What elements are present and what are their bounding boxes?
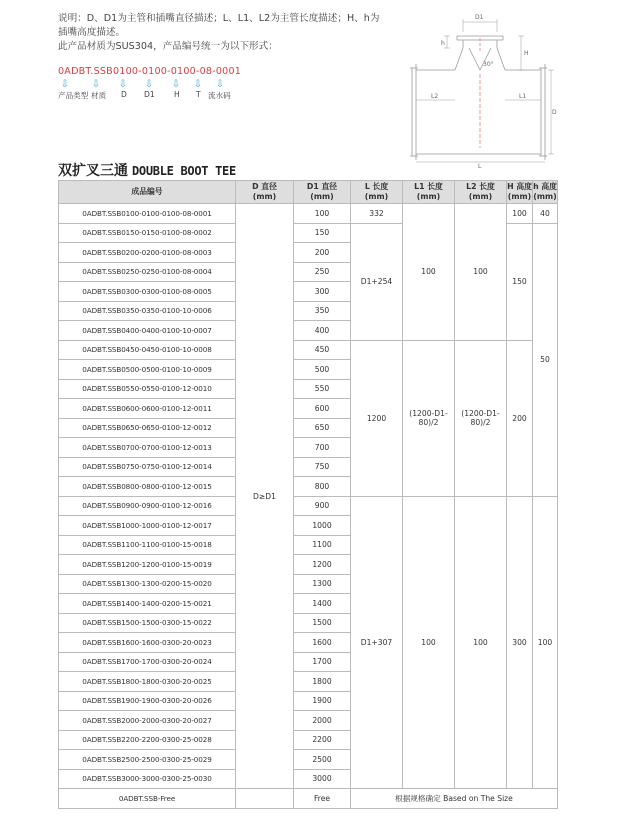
header-l2: L2 长度 (mm) bbox=[455, 181, 507, 204]
product-code: 0ADBT.SSB0500-0500-0100-10-0009 bbox=[59, 360, 236, 380]
h-height: 150 bbox=[507, 223, 533, 340]
table-row bbox=[59, 496, 558, 516]
l2-length: 100 bbox=[455, 496, 507, 789]
product-code: 0ADBT.SSB0400-0400-0100-10-0007 bbox=[59, 321, 236, 341]
arrow-down-icon: ⇩ bbox=[60, 79, 70, 90]
d1-diameter: 1600 bbox=[294, 633, 351, 653]
free-size-note: 根据规格确定 Based on The Size bbox=[351, 789, 558, 809]
product-code: 0ADBT.SSB0250-0250-0100-08-0004 bbox=[59, 262, 236, 282]
spec-table bbox=[58, 180, 558, 809]
d1-diameter: 1300 bbox=[294, 574, 351, 594]
h-height: 100 bbox=[507, 204, 533, 224]
code-label: 材质 bbox=[91, 91, 107, 100]
product-code: 0ADBT.SSB1000-1000-0100-12-0017 bbox=[59, 516, 236, 536]
header-d: D 直径 (mm) bbox=[236, 181, 294, 204]
h-height: 300 bbox=[507, 496, 533, 789]
d1-diameter: 150 bbox=[294, 223, 351, 243]
d1-diameter: 350 bbox=[294, 301, 351, 321]
product-code: 0ADBT.SSB-Free bbox=[59, 789, 236, 809]
description-note bbox=[58, 12, 388, 54]
d1-diameter: 100 bbox=[294, 204, 351, 224]
product-code: 0ADBT.SSB0750-0750-0100-12-0014 bbox=[59, 457, 236, 477]
h-small-height: 100 bbox=[533, 496, 558, 789]
header-l: L 长度 (mm) bbox=[351, 181, 403, 204]
d1-diameter: 1200 bbox=[294, 555, 351, 575]
l1-length: 100 bbox=[403, 496, 455, 789]
h-small-height: 40 bbox=[533, 204, 558, 224]
dim-l1-label: L1 bbox=[519, 93, 527, 100]
d1-diameter: 1800 bbox=[294, 672, 351, 692]
table-row bbox=[59, 204, 558, 224]
d1-diameter: 800 bbox=[294, 477, 351, 497]
product-code: 0ADBT.SSB0450-0450-0100-10-0008 bbox=[59, 340, 236, 360]
d1-diameter: 1000 bbox=[294, 516, 351, 536]
product-code: 0ADBT.SSB0350-0350-0100-10-0006 bbox=[59, 301, 236, 321]
dim-h-label: H bbox=[524, 50, 529, 57]
arrow-down-icon: ⇩ bbox=[118, 79, 128, 90]
d1-diameter: 1900 bbox=[294, 691, 351, 711]
arrow-down-icon: ⇩ bbox=[91, 79, 101, 90]
product-code: 0ADBT.SSB0650-0650-0100-12-0012 bbox=[59, 418, 236, 438]
d1-diameter: 300 bbox=[294, 282, 351, 302]
d-diameter-empty bbox=[236, 789, 294, 809]
d1-diameter: 1700 bbox=[294, 652, 351, 672]
l-length: 1200 bbox=[351, 340, 403, 496]
dim-d-label: D bbox=[552, 109, 557, 116]
dim-l-label: L bbox=[478, 163, 482, 170]
d1-diameter: 550 bbox=[294, 379, 351, 399]
note-line-2: 插嘴高度描述。 bbox=[58, 27, 126, 38]
l2-length: (1200-D1-80)/2 bbox=[455, 340, 507, 496]
d1-diameter: 1500 bbox=[294, 613, 351, 633]
d1-diameter: 1400 bbox=[294, 594, 351, 614]
d1-diameter: Free bbox=[294, 789, 351, 809]
product-code: 0ADBT.SSB0200-0200-0100-08-0003 bbox=[59, 243, 236, 263]
d1-diameter: 250 bbox=[294, 262, 351, 282]
dim-d1-label: D1 bbox=[475, 14, 484, 21]
code-label: D1 bbox=[144, 90, 155, 99]
header-l1: L1 长度 (mm) bbox=[403, 181, 455, 204]
d1-diameter: 900 bbox=[294, 496, 351, 516]
table-row-free bbox=[59, 789, 558, 809]
dim-l2-label: L2 bbox=[431, 93, 439, 100]
d1-diameter: 700 bbox=[294, 438, 351, 458]
l-length: D1+254 bbox=[351, 223, 403, 340]
l-length: 332 bbox=[351, 204, 403, 224]
product-code: 0ADBT.SSB1500-1500-0300-15-0022 bbox=[59, 613, 236, 633]
d1-diameter: 2500 bbox=[294, 750, 351, 770]
product-code: 0ADBT.SSB2000-2000-0300-20-0027 bbox=[59, 711, 236, 731]
dim-h-small-label: h bbox=[441, 40, 445, 47]
note-line-1: 说明：D、D1为主管和插嘴直径描述；L、L1、L2为主管长度描述；H、h为 bbox=[58, 13, 380, 24]
d1-diameter: 200 bbox=[294, 243, 351, 263]
title-cn: 双扩叉三通 bbox=[58, 163, 128, 179]
product-code: 0ADBT.SSB0900-0900-0100-12-0016 bbox=[59, 496, 236, 516]
d1-diameter: 3000 bbox=[294, 769, 351, 789]
code-label: T bbox=[196, 90, 201, 99]
l1-length: 100 bbox=[403, 204, 455, 341]
header-h-small: h 高度 (mm) bbox=[533, 181, 558, 204]
arrow-down-icon: ⇩ bbox=[193, 79, 203, 90]
l1-length: (1200-D1-80)/2 bbox=[403, 340, 455, 496]
d1-diameter: 650 bbox=[294, 418, 351, 438]
h-height: 200 bbox=[507, 340, 533, 496]
table-row bbox=[59, 340, 558, 360]
code-label: 流水码 bbox=[208, 91, 231, 100]
l2-length: 100 bbox=[455, 204, 507, 341]
product-code: 0ADBT.SSB1400-1400-0200-15-0021 bbox=[59, 594, 236, 614]
product-code: 0ADBT.SSB1900-1900-0300-20-0026 bbox=[59, 691, 236, 711]
d-diameter: D≥D1 bbox=[236, 204, 294, 789]
header-code: 成品编号 bbox=[59, 181, 236, 204]
product-code: 0ADBT.SSB0600-0600-0100-12-0011 bbox=[59, 399, 236, 419]
product-code: 0ADBT.SSB1700-1700-0300-20-0024 bbox=[59, 652, 236, 672]
header-h: H 高度 (mm) bbox=[507, 181, 533, 204]
arrow-down-icon: ⇩ bbox=[171, 79, 181, 90]
d1-diameter: 750 bbox=[294, 457, 351, 477]
code-example: 0ADBT.SSB0100-0100-0100-08-0001 bbox=[58, 66, 242, 77]
h-small-height: 50 bbox=[533, 223, 558, 496]
product-code: 0ADBT.SSB0550-0550-0100-12-0010 bbox=[59, 379, 236, 399]
section-title bbox=[58, 160, 236, 180]
title-en: DOUBLE BOOT TEE bbox=[132, 164, 236, 178]
note-line-3: 此产品材质为SUS304，产品编号统一为以下形式： bbox=[58, 41, 278, 52]
code-label: H bbox=[174, 90, 180, 99]
arrow-down-icon: ⇩ bbox=[215, 79, 225, 90]
code-labels bbox=[58, 90, 298, 102]
product-code: 0ADBT.SSB1600-1600-0300-20-0023 bbox=[59, 633, 236, 653]
d1-diameter: 600 bbox=[294, 399, 351, 419]
d1-diameter: 2200 bbox=[294, 730, 351, 750]
tee-diagram bbox=[407, 8, 557, 170]
header-d1: D1 直径 (mm) bbox=[294, 181, 351, 204]
product-code: 0ADBT.SSB0100-0100-0100-08-0001 bbox=[59, 204, 236, 224]
product-code: 0ADBT.SSB0300-0300-0100-08-0005 bbox=[59, 282, 236, 302]
product-code: 0ADBT.SSB1100-1100-0100-15-0018 bbox=[59, 535, 236, 555]
product-code: 0ADBT.SSB2500-2500-0300-25-0029 bbox=[59, 750, 236, 770]
product-code: 0ADBT.SSB2200-2200-0300-25-0028 bbox=[59, 730, 236, 750]
arrow-down-icon: ⇩ bbox=[144, 79, 154, 90]
code-label: D bbox=[121, 90, 127, 99]
product-code: 0ADBT.SSB0700-0700-0100-12-0013 bbox=[59, 438, 236, 458]
product-code: 0ADBT.SSB0800-0800-0100-12-0015 bbox=[59, 477, 236, 497]
d1-diameter: 1100 bbox=[294, 535, 351, 555]
product-code: 0ADBT.SSB1200-1200-0100-15-0019 bbox=[59, 555, 236, 575]
product-code: 0ADBT.SSB1300-1300-0200-15-0020 bbox=[59, 574, 236, 594]
table-header-row bbox=[59, 181, 558, 204]
product-code: 0ADBT.SSB3000-3000-0300-25-0030 bbox=[59, 769, 236, 789]
product-code: 0ADBT.SSB0150-0150-0100-08-0002 bbox=[59, 223, 236, 243]
d1-diameter: 2000 bbox=[294, 711, 351, 731]
d1-diameter: 450 bbox=[294, 340, 351, 360]
angle-label: 30° bbox=[483, 61, 494, 68]
d1-diameter: 500 bbox=[294, 360, 351, 380]
d1-diameter: 400 bbox=[294, 321, 351, 341]
product-code: 0ADBT.SSB1800-1800-0300-20-0025 bbox=[59, 672, 236, 692]
code-label: 产品类型 bbox=[58, 91, 89, 100]
l-length: D1+307 bbox=[351, 496, 403, 789]
